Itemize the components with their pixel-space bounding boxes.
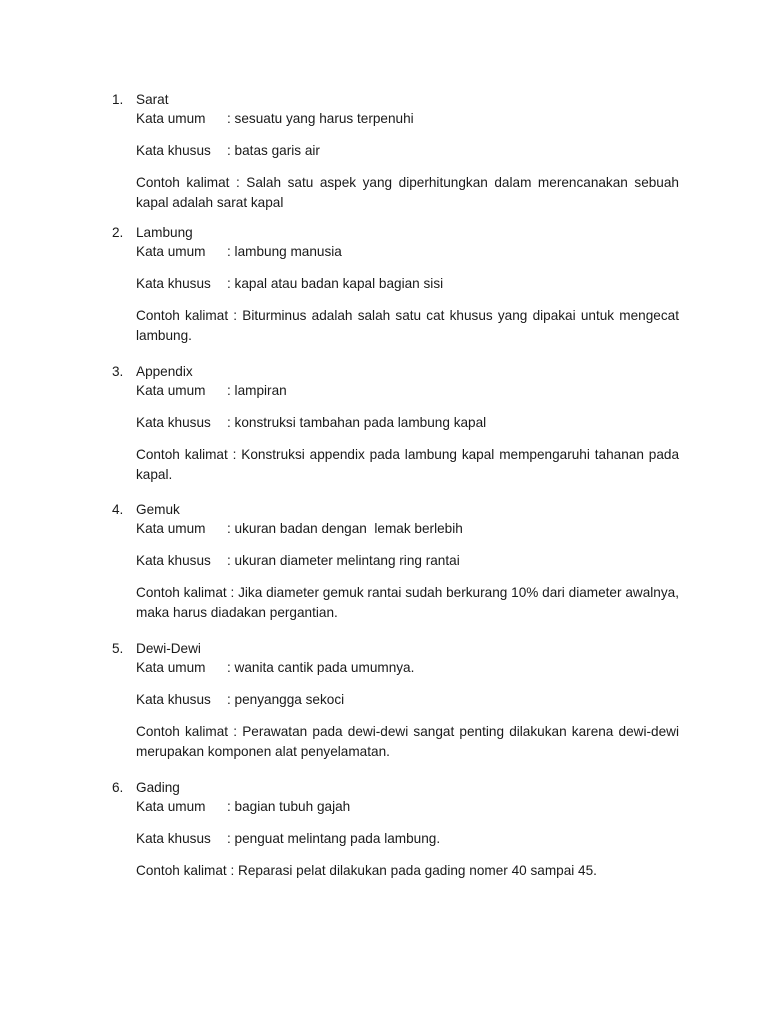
item-number: 5.	[112, 641, 124, 656]
kata-khusus-label: Kata khusus	[136, 831, 211, 846]
example-sentence: Contoh kalimat : Reparasi pelat dilakukan pada gading nomer 40 sampai 45.	[136, 863, 597, 878]
item-number: 6.	[112, 780, 124, 795]
example-sentence: Contoh kalimat : Salah satu aspek yang diperhitungkan dalam merencanakan sebuah kapal adalah sarat kapal	[136, 175, 679, 210]
kata-khusus-row	[136, 552, 460, 570]
kata-khusus-row	[136, 830, 440, 848]
example-sentence: Contoh kalimat : Konstruksi appendix pada lambung kapal mempengaruhi tahanan pada kapal.	[136, 447, 679, 482]
kata-khusus-label: Kata khusus	[136, 276, 211, 291]
example-sentence: Contoh kalimat : Perawatan pada dewi-dewi sangat penting dilakukan karena dewi-dewi merupakan komponen alat penyelamatan.	[136, 724, 679, 759]
item-title: Dewi-Dewi	[136, 641, 201, 656]
kata-umum-row	[136, 110, 414, 128]
kata-khusus-value: : penguat melintang pada lambung.	[227, 831, 441, 846]
kata-umum-value: : lambung manusia	[227, 244, 342, 259]
kata-umum-value: : lampiran	[227, 383, 287, 398]
kata-khusus-label: Kata khusus	[136, 143, 211, 158]
kata-umum-label: Kata umum	[136, 521, 206, 536]
kata-khusus-row	[136, 142, 320, 160]
kata-umum-label: Kata umum	[136, 244, 206, 259]
kata-khusus-row	[136, 414, 486, 432]
item-title: Gemuk	[136, 502, 180, 517]
item-number: 1.	[112, 92, 124, 107]
example-sentence: Contoh kalimat : Jika diameter gemuk rantai sudah berkurang 10% dari diameter awalnya, maka harus diadakan pergantian.	[136, 585, 679, 620]
kata-umum-label: Kata umum	[136, 383, 206, 398]
kata-umum-value: : wanita cantik pada umumnya.	[227, 660, 415, 675]
item-number: 4.	[112, 502, 124, 517]
kata-umum-label: Kata umum	[136, 660, 206, 675]
kata-khusus-value: : konstruksi tambahan pada lambung kapal	[227, 415, 487, 430]
kata-khusus-label: Kata khusus	[136, 553, 211, 568]
kata-khusus-value: : penyangga sekoci	[227, 692, 345, 707]
kata-umum-row	[136, 382, 287, 400]
kata-umum-value: : ukuran badan dengan lemak berlebih	[227, 521, 463, 536]
kata-umum-label: Kata umum	[136, 111, 206, 126]
kata-khusus-row	[136, 691, 344, 709]
kata-umum-row	[136, 659, 414, 677]
kata-khusus-value: : ukuran diameter melintang ring rantai	[227, 553, 460, 568]
kata-khusus-row	[136, 275, 443, 293]
item-number: 3.	[112, 364, 124, 379]
example-sentence: Contoh kalimat : Biturminus adalah salah satu cat khusus yang dipakai untuk mengecat lambung.	[136, 308, 679, 343]
kata-khusus-label: Kata khusus	[136, 692, 211, 707]
kata-umum-label: Kata umum	[136, 799, 206, 814]
item-title: Gading	[136, 780, 180, 795]
kata-khusus-value: : batas garis air	[227, 143, 320, 158]
item-number: 2.	[112, 225, 124, 240]
kata-umum-value: : bagian tubuh gajah	[227, 799, 351, 814]
kata-umum-row	[136, 243, 342, 261]
kata-umum-row	[136, 520, 463, 538]
kata-khusus-value: : kapal atau badan kapal bagian sisi	[227, 276, 444, 291]
item-title: Appendix	[136, 364, 193, 379]
item-title: Sarat	[136, 92, 169, 107]
kata-umum-value: : sesuatu yang harus terpenuhi	[227, 111, 414, 126]
item-title: Lambung	[136, 225, 193, 240]
kata-khusus-label: Kata khusus	[136, 415, 211, 430]
kata-umum-row	[136, 798, 350, 816]
